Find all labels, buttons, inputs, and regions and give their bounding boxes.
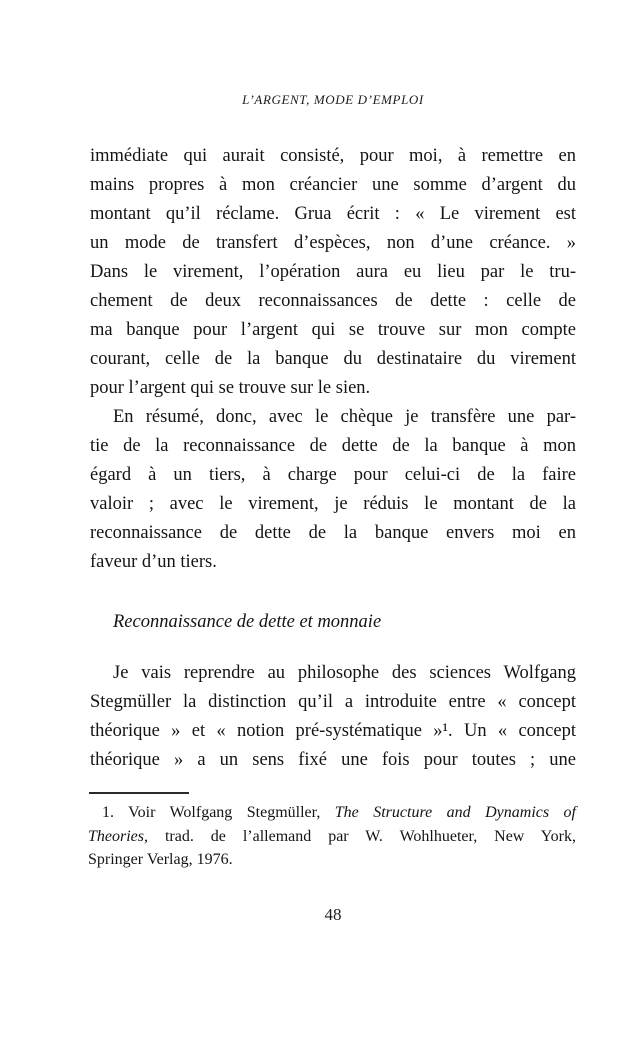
text-run: immédiate qui aurait consisté, pour moi, à remettre en bbox=[90, 146, 576, 166]
text-line bbox=[90, 229, 576, 258]
text-line bbox=[90, 403, 576, 432]
text-run: , trad. de l’allemand par W. Wohlhueter, New York, bbox=[144, 827, 576, 845]
text-run: faveur d’un tiers. bbox=[90, 552, 217, 572]
text-column bbox=[90, 142, 576, 775]
text-run: Springer Verlag, 1976. bbox=[88, 851, 233, 868]
text-line bbox=[90, 432, 576, 461]
text-line bbox=[90, 659, 576, 688]
text-line bbox=[90, 316, 576, 345]
text-run: tie de la reconnaissance de dette de la banque à mon bbox=[90, 436, 576, 456]
text-line bbox=[90, 519, 576, 548]
footnote-rule bbox=[89, 792, 189, 794]
text-run: 1. Voir Wolfgang Stegmüller, bbox=[102, 804, 335, 821]
text-run: courant, celle de la banque du destinataire du virement bbox=[90, 349, 576, 369]
text-line bbox=[88, 825, 576, 849]
text-line bbox=[88, 801, 576, 825]
text-run: Theories bbox=[88, 827, 144, 845]
text-run: reconnaissance de dette de la banque envers moi en bbox=[90, 523, 576, 543]
text-run: En résumé, donc, avec le chèque je transfère une par- bbox=[113, 407, 576, 427]
page-number: 48 bbox=[324, 905, 342, 924]
text-line bbox=[90, 688, 576, 717]
text-run: mains propres à mon créancier une somme d’argent du bbox=[90, 175, 576, 195]
section-heading: Reconnaissance de dette et monnaie bbox=[113, 612, 382, 632]
text-run: pour l’argent qui se trouve sur le sien. bbox=[90, 378, 371, 398]
text-line bbox=[90, 287, 576, 316]
footnote-area bbox=[88, 792, 576, 872]
text-line bbox=[90, 548, 576, 577]
text-run: théorique » a un sens fixé une fois pour toutes ; une bbox=[90, 750, 576, 770]
text-line bbox=[90, 258, 576, 287]
paragraph-3 bbox=[90, 659, 576, 775]
text-line bbox=[90, 171, 576, 200]
text-run: ma banque pour l’argent qui se trouve sur mon compte bbox=[90, 320, 576, 340]
paragraph-1 bbox=[90, 142, 576, 403]
text-line bbox=[90, 490, 576, 519]
text-run: The Structure and Dynamics of bbox=[334, 804, 576, 821]
text-line bbox=[90, 345, 576, 374]
text-run: un mode de transfert d’espèces, non d’une créance. » bbox=[90, 233, 576, 253]
text-line bbox=[90, 461, 576, 490]
text-line bbox=[90, 746, 576, 775]
text-run: théorique » et « notion pré-systématique »¹. Un « concept bbox=[90, 721, 576, 741]
text-line bbox=[90, 374, 576, 403]
text-line bbox=[90, 200, 576, 229]
text-run: égard à un tiers, à charge pour celui-ci de la faire bbox=[90, 465, 576, 485]
text-run: montant qu’il réclame. Grua écrit : « Le virement est bbox=[90, 204, 576, 224]
text-run: Stegmüller la distinction qu’il a introduite entre « concept bbox=[90, 692, 576, 712]
footnote bbox=[88, 801, 576, 872]
text-run: valoir ; avec le virement, je réduis le montant de la bbox=[90, 494, 576, 514]
running-header: L’ARGENT, MODE D’EMPLOI bbox=[242, 92, 424, 107]
text-run: chement de deux reconnaissances de dette : celle de bbox=[90, 291, 576, 311]
text-run: Dans le virement, l’opération aura eu lieu par le tru- bbox=[90, 262, 576, 282]
text-line bbox=[88, 848, 576, 872]
text-run: Je vais reprendre au philosophe des sciences Wolfgang bbox=[113, 663, 576, 683]
text-line bbox=[90, 717, 576, 746]
text-line bbox=[90, 142, 576, 171]
paragraph-2 bbox=[90, 403, 576, 577]
